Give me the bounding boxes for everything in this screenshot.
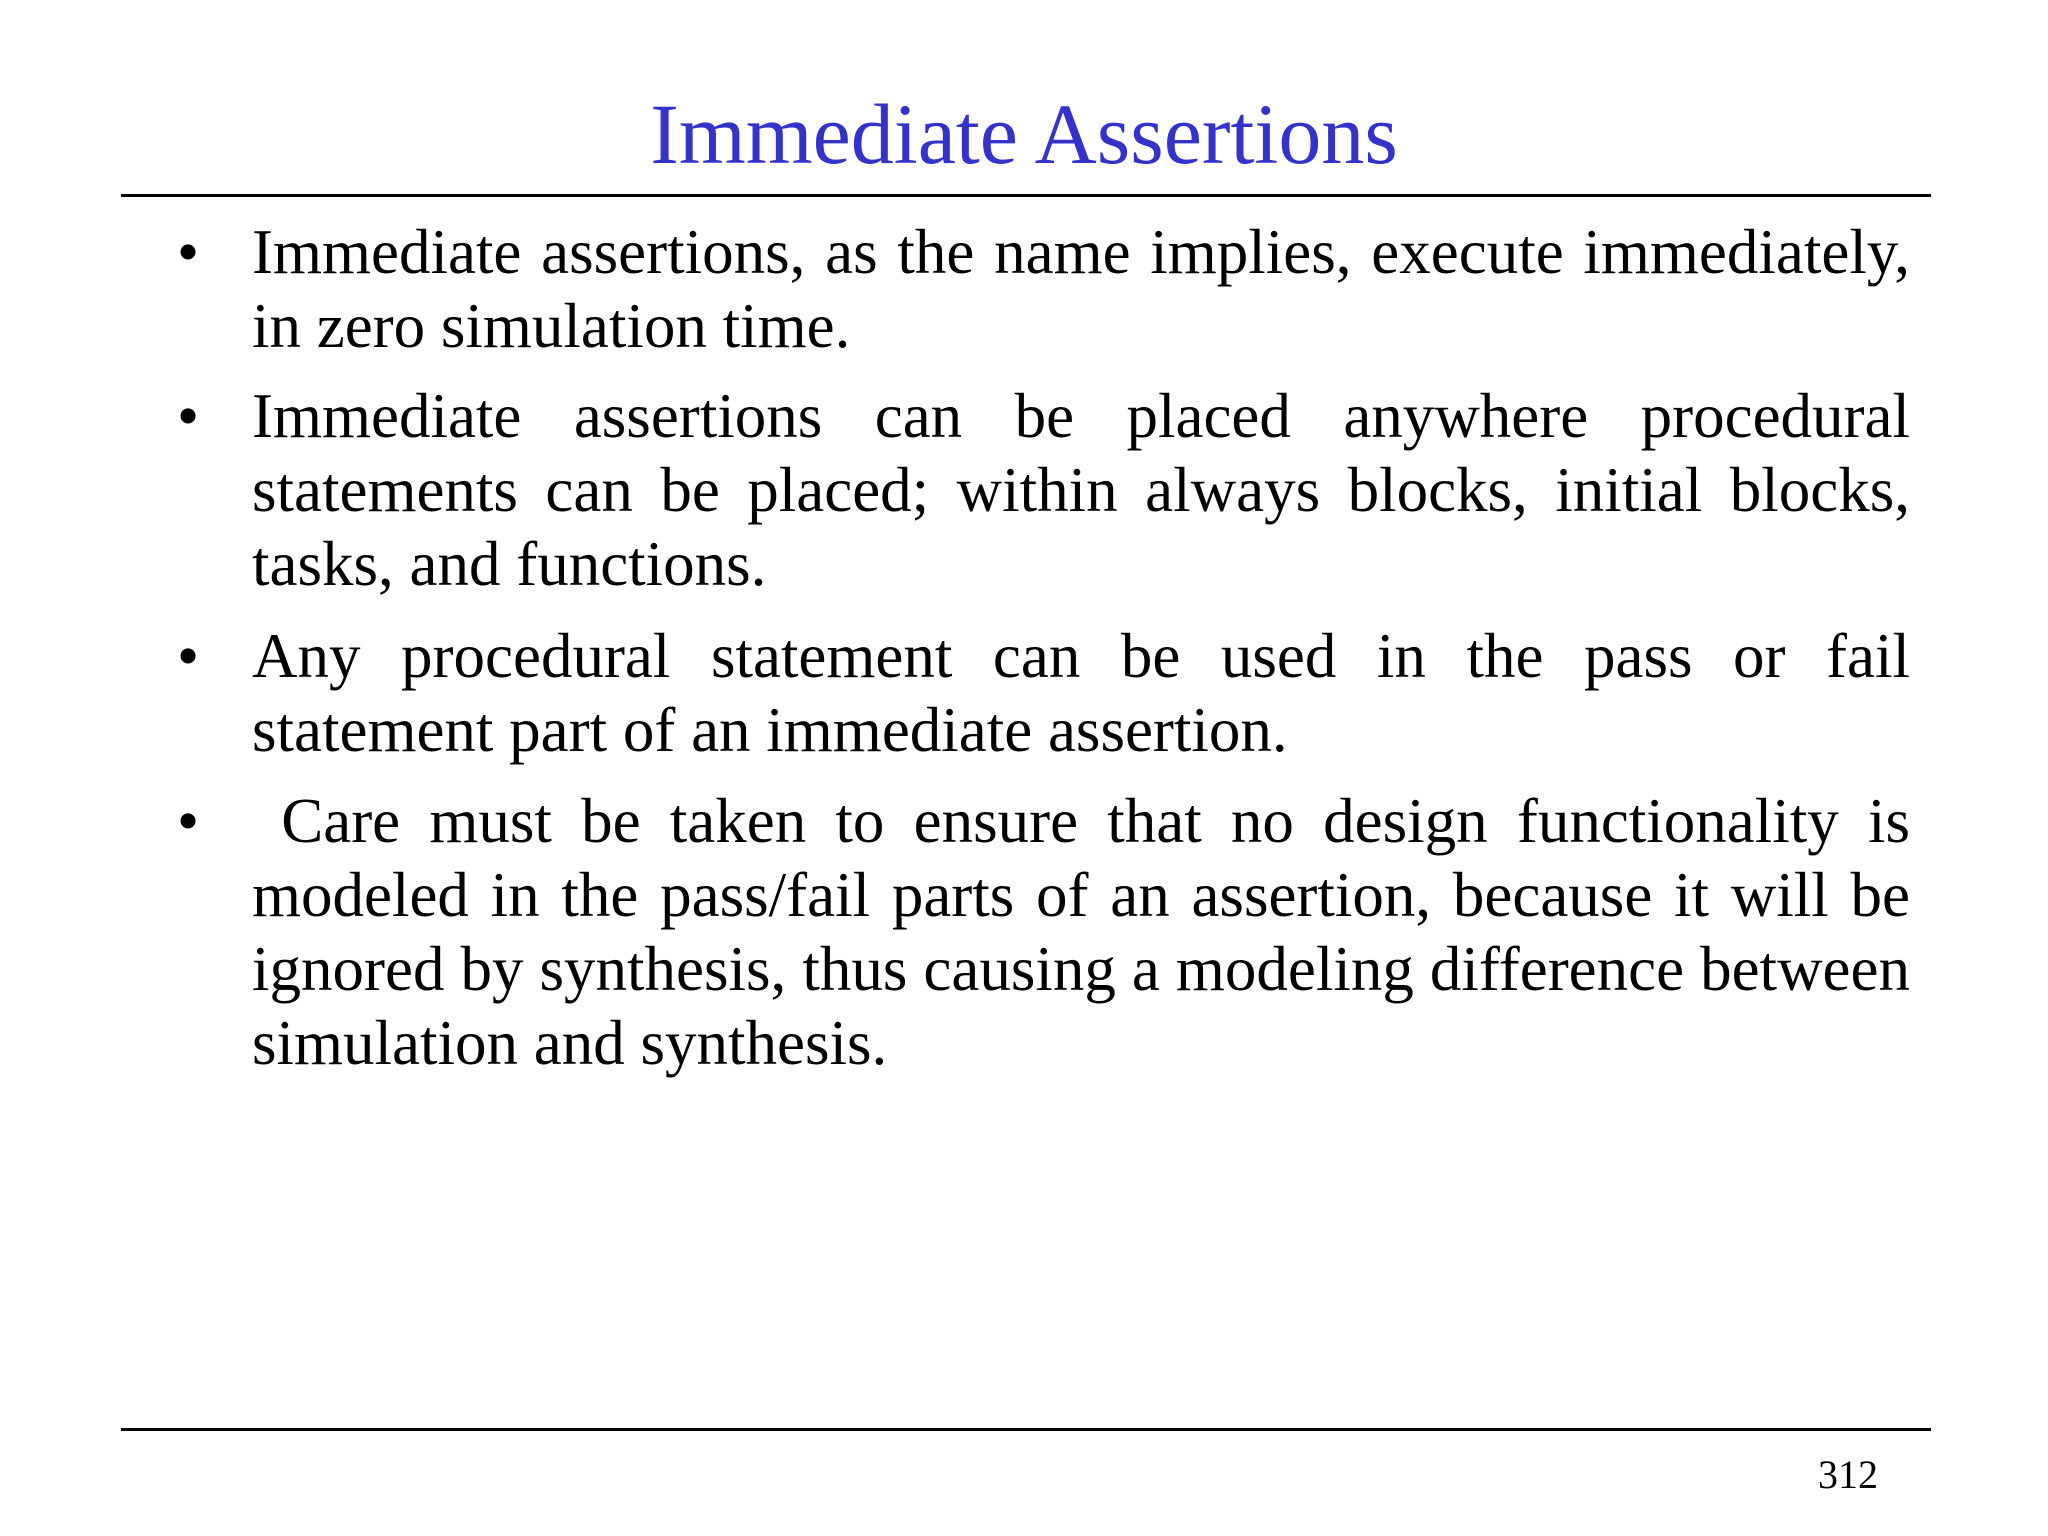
bullet-text: Care must be taken to ensure that no design functionality is modeled in the pass/fail parts of an assertion, because it will be ignored by synthesis, thus causing a modeling difference between simulation and synthesis. <box>252 786 1926 1078</box>
page-number: 312 <box>1818 1452 1878 1497</box>
bullet-text: Immediate assertions, as the name implies, execute immediately, in zero simulation time. <box>252 217 1910 361</box>
bullet-marker: • <box>177 217 200 287</box>
bullet-marker: • <box>177 381 200 451</box>
bullet-text: Any procedural statement can be used in the pass or fail statement part of an immediate assertion. <box>252 621 1910 765</box>
top-divider <box>121 194 1931 197</box>
slide-title: Immediate Assertions <box>650 86 1398 182</box>
bottom-divider <box>121 1428 1931 1431</box>
bullet-marker: • <box>177 621 200 691</box>
bullet-marker: • <box>177 786 200 856</box>
bullet-text: Immediate assertions can be placed anywhere procedural statements can be placed; within always blocks, initial blocks, tasks, and functions. <box>252 381 1910 599</box>
